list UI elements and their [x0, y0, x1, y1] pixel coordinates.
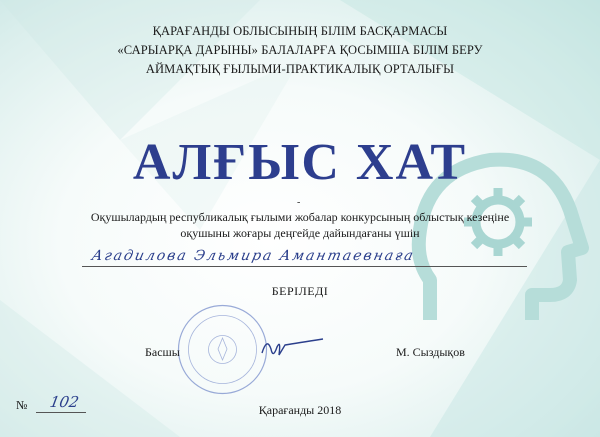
- recipient-name: Агадилова Эльмира Амантаевнаға: [90, 248, 417, 264]
- signatory-name: М. Сыздықов: [396, 345, 465, 359]
- official-stamp-icon: [175, 302, 270, 397]
- certificate-number: 102: [48, 393, 81, 411]
- body-line-2: оқушыны жоғары деңгейде дайындағаны үшін: [180, 226, 420, 240]
- certificate-title: АЛҒЫС ХАТ: [132, 134, 468, 191]
- small-mark: -: [297, 197, 301, 208]
- header-line-1: ҚАРАҒАНДЫ ОБЛЫСЫНЫҢ БІЛІМ БАСҚАРМАСЫ: [152, 24, 448, 38]
- city-year: Қарағанды 2018: [258, 403, 342, 417]
- header-line-2: «САРЫАРҚА ДАРЫНЫ» БАЛАЛАРҒА ҚОСЫМША БІЛІМ БЕРУ: [117, 43, 483, 57]
- number-label: №: [16, 398, 28, 412]
- given-label: БЕРІЛЕДІ: [271, 284, 329, 298]
- signature-label: Басшы: [145, 345, 180, 359]
- handwritten-signature: [257, 333, 327, 363]
- header-line-3: АЙМАҚТЫҚ ҒЫЛЫМИ-ПРАКТИКАЛЫҚ ОРТАЛЫҒЫ: [145, 62, 455, 76]
- recipient-underline: [82, 266, 527, 267]
- body-line-1: Оқушылардың республикалық ғылыми жобалар конкурсының облыстық кезеңіне: [90, 210, 510, 224]
